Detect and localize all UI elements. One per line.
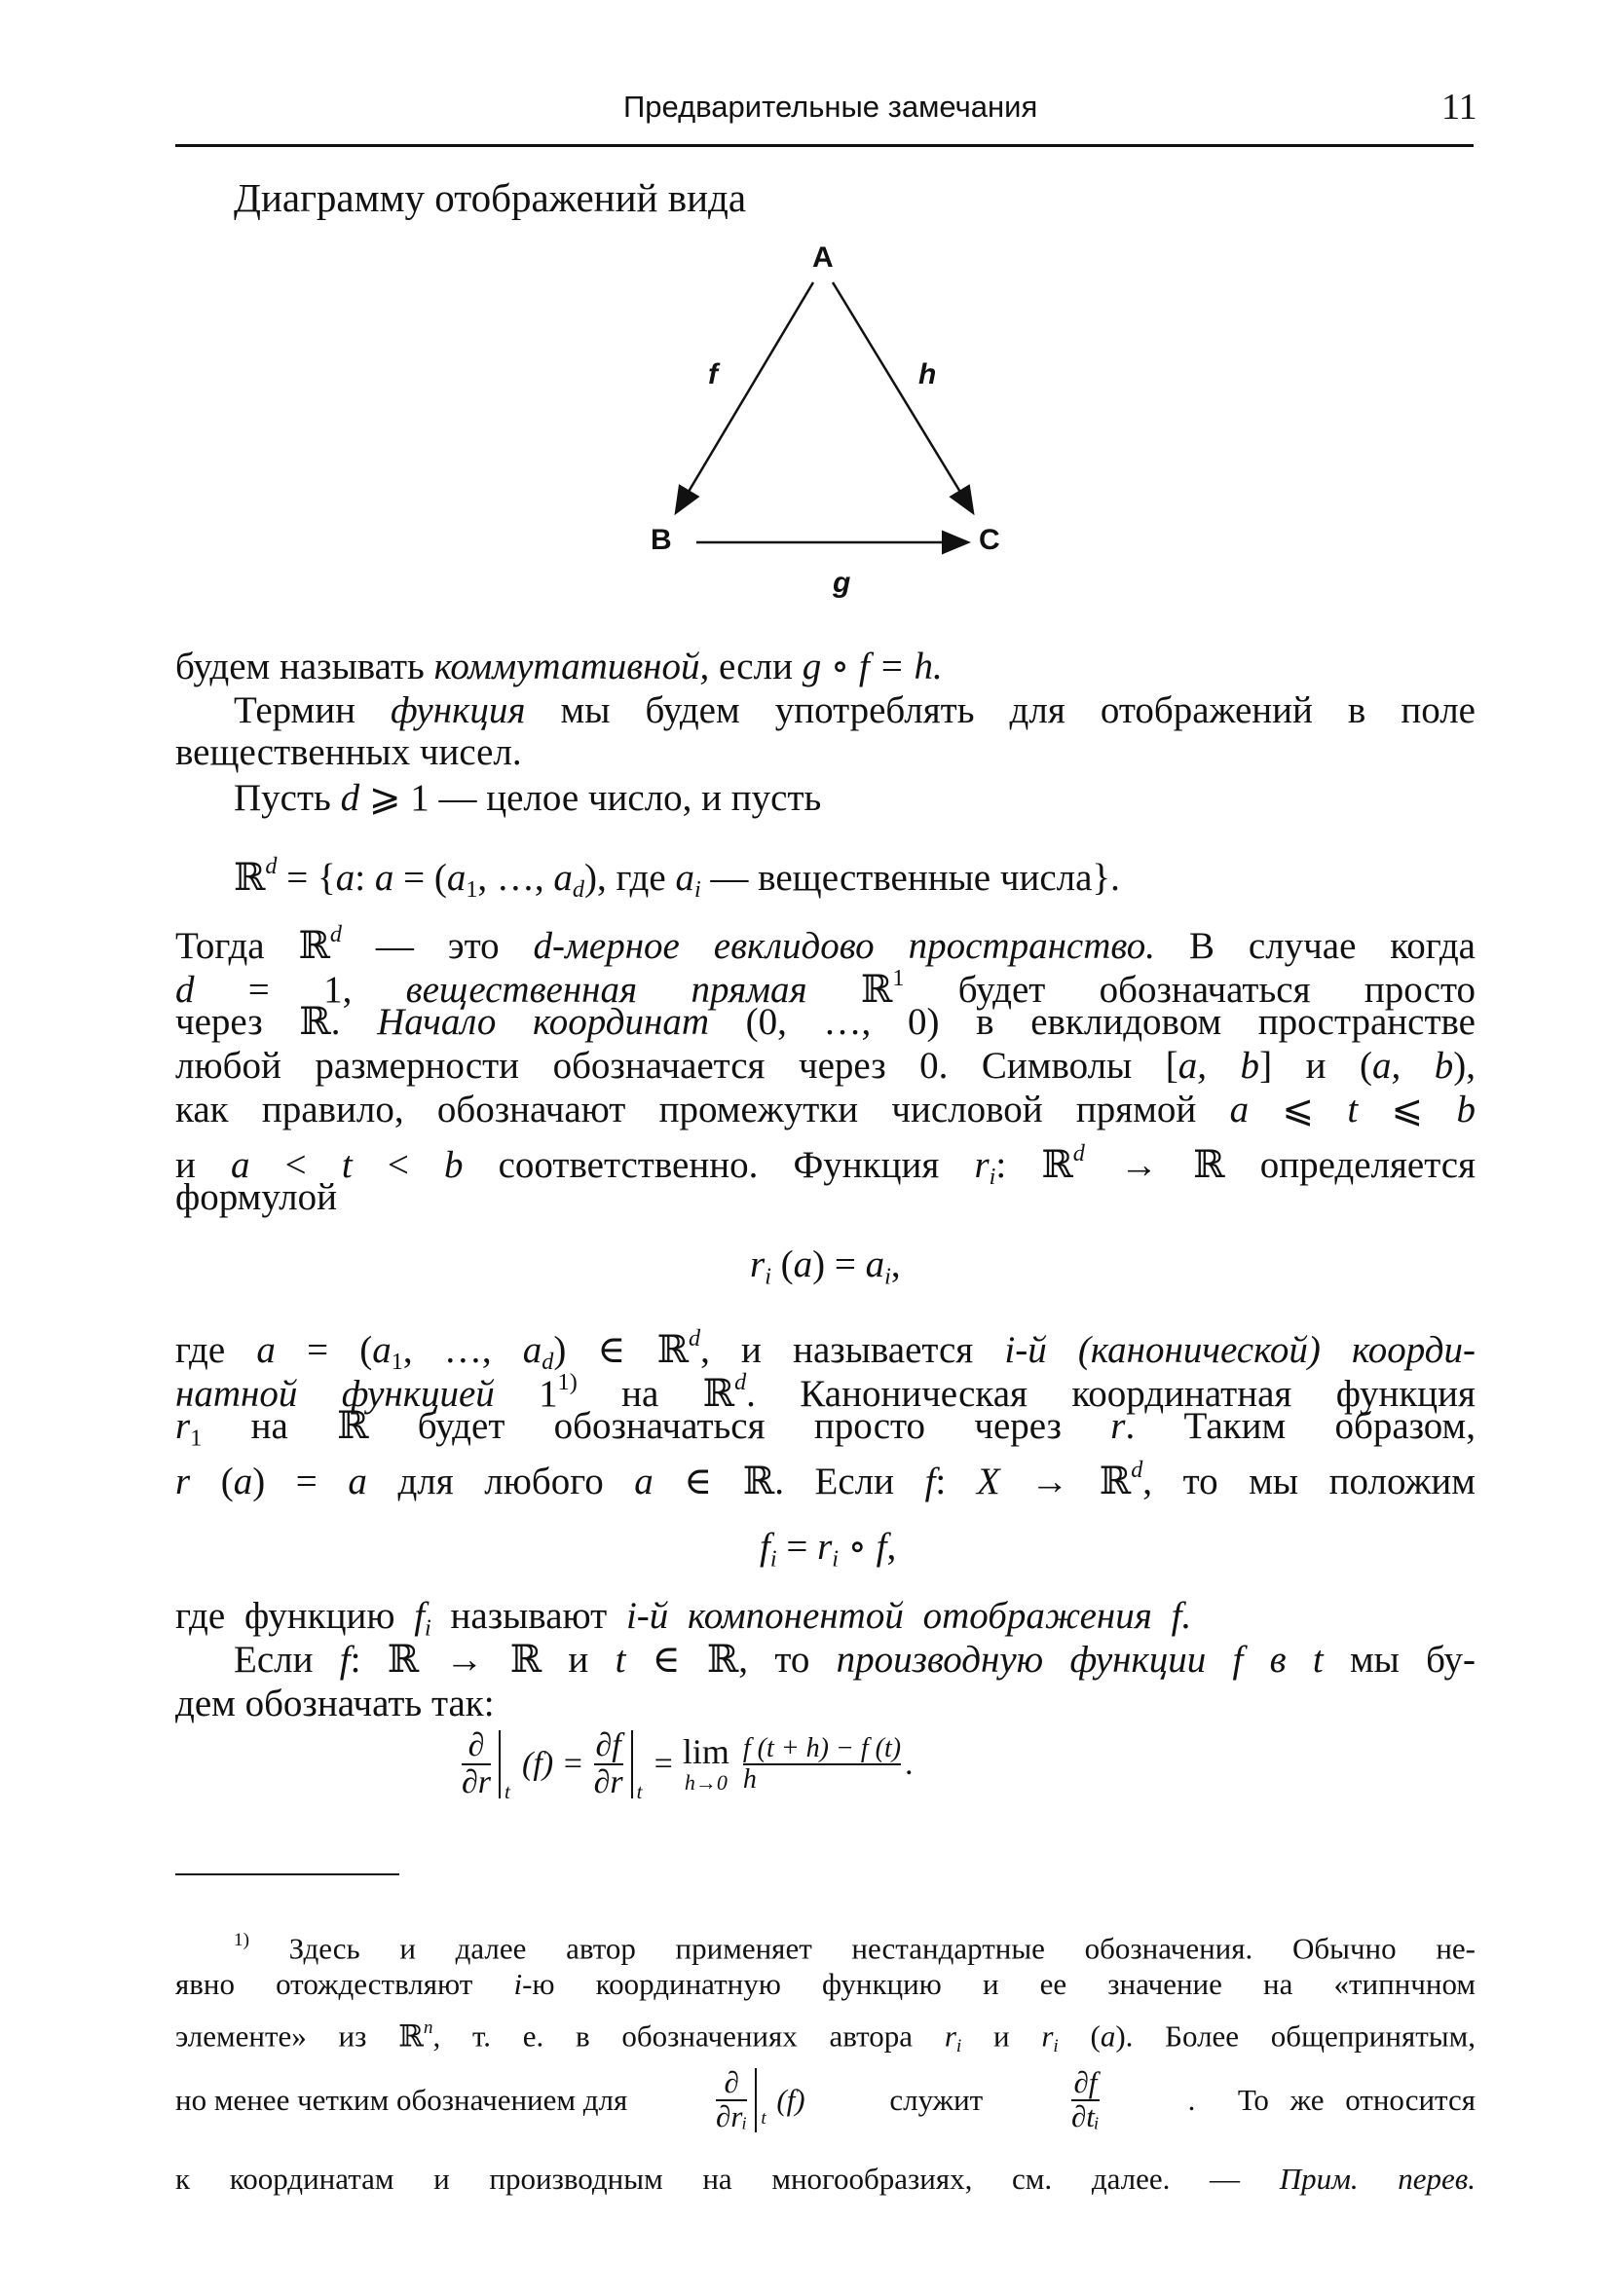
text-segment: a <box>865 1243 885 1285</box>
text-segment: < <box>249 1143 342 1186</box>
text-segment: = ( <box>393 856 447 899</box>
text-segment: Пусть <box>234 777 341 819</box>
footnote-line <box>175 2160 1476 2199</box>
text-segment: : ℝ <box>995 1143 1073 1186</box>
text-segment: = { <box>277 856 336 899</box>
text-segment: Прим. перев. <box>1279 2162 1476 2196</box>
text-segment: к координатам и производным на многообразиях, см. далее. — <box>175 2162 1280 2196</box>
fraction <box>462 1728 491 1799</box>
text-segment: производную функции f в t <box>836 1639 1324 1681</box>
arrow-label-g: g <box>833 567 851 599</box>
text-segment: g ∘ f = h. <box>802 646 943 687</box>
vertex-c: C <box>979 524 1000 556</box>
text-segment: 1 <box>539 1372 558 1415</box>
text-segment: на ℝ будет обозначаться просто через <box>202 1405 1111 1447</box>
text-segment: i-й компонентой отображения f. <box>625 1595 1192 1637</box>
denominator: ∂rᵢ <box>716 2099 748 2133</box>
fraction <box>743 1734 901 1794</box>
text: . То же относится <box>1187 2083 1476 2117</box>
text-segment: ∘ <box>838 1526 877 1568</box>
text-segment: d <box>542 1349 554 1376</box>
text-segment: ⩽ <box>1249 1089 1348 1130</box>
text-segment: < <box>352 1143 444 1186</box>
text-segment: a, b <box>1177 1045 1260 1087</box>
text-segment: и <box>961 2018 1042 2054</box>
text-segment: r <box>1041 2018 1054 2054</box>
text-segment: r <box>974 1143 990 1186</box>
text-segment: = <box>776 1526 818 1568</box>
text-segment: a <box>335 856 355 899</box>
text-segment: , и называется <box>700 1328 1005 1371</box>
evaluation-bar <box>631 1730 643 1803</box>
text-segment: a <box>233 1460 253 1502</box>
text-segment: . Таким образом, <box>1125 1405 1476 1447</box>
text-segment: ⩾ 1 — целое число, и пусть <box>359 777 822 819</box>
diagram-arrows <box>0 0 1607 682</box>
text-segment: d <box>572 876 584 904</box>
text-segment: a <box>446 856 467 899</box>
footnote-line <box>175 1965 1476 2004</box>
text-segment: 1 <box>466 876 478 904</box>
text-segment: f <box>414 1595 426 1637</box>
text-segment: a <box>374 856 394 899</box>
text-segment: a <box>1229 1089 1250 1130</box>
text-segment: r <box>817 1526 833 1568</box>
text-segment: 1 <box>892 965 905 991</box>
text-segment: если <box>709 646 803 687</box>
text-line <box>175 645 1476 689</box>
text-line <box>175 1682 1476 1726</box>
numerator: ∂ <box>724 2065 739 2100</box>
text-segment: i <box>425 1614 431 1642</box>
text-segment: где <box>175 1328 257 1371</box>
period: . <box>905 1745 914 1782</box>
text-segment: → ℝ <box>999 1460 1132 1502</box>
text-segment: вещественных чисел. <box>175 731 522 773</box>
text-segment: d <box>1072 1140 1085 1167</box>
text-segment: , то мы положим <box>1142 1460 1476 1502</box>
text-segment: r <box>1110 1405 1126 1447</box>
text-segment: a <box>793 1243 813 1285</box>
text-segment: ( <box>1058 2018 1101 2054</box>
text-segment: соответственно. Функция <box>463 1143 975 1186</box>
text-segment: ∈ ℝ, то <box>625 1639 837 1681</box>
text-segment: Начало координат <box>377 1001 709 1043</box>
text-segment: r <box>175 1460 191 1502</box>
text-segment: -ю координатную функцию и ее значение на «типнчном <box>522 1967 1476 2001</box>
text-segment: ) = <box>252 1460 349 1502</box>
text-segment: явно отождествляют <box>175 1967 514 2001</box>
text-segment: Здесь и далее автор применяет нестандартные обозначения. Обычно не- <box>249 1931 1476 1966</box>
partial-at-t <box>712 2067 805 2132</box>
text-segment: a <box>372 1328 392 1371</box>
text-segment: Если <box>234 1639 340 1681</box>
numerator: ∂ <box>467 1727 485 1763</box>
text-segment: Термин <box>234 689 392 731</box>
text-segment: ] и ( <box>1259 1045 1372 1087</box>
text-segment: r <box>944 2018 956 2054</box>
text-segment: d <box>265 853 278 879</box>
denominator: ∂r <box>462 1763 492 1800</box>
text-segment: будет обозначаться просто <box>904 968 1476 1011</box>
text-segment: вещественная прямая <box>405 968 807 1011</box>
text-segment: где функцию <box>175 1595 415 1637</box>
text-segment: a <box>348 1460 367 1502</box>
text-segment: a <box>1100 2018 1116 2054</box>
text: но менее четким обозначением для <box>175 2083 628 2117</box>
fraction <box>716 2067 747 2132</box>
eval-point: t <box>761 2108 766 2129</box>
text-segment: Тогда ℝ <box>175 924 330 967</box>
text-segment: d-мерное евклидово пространство. <box>533 924 1156 967</box>
lim-subscript: h→0 <box>684 1770 728 1796</box>
equals: = <box>654 1745 673 1782</box>
text-segment: , <box>886 1526 897 1568</box>
text-segment: X <box>976 1460 1000 1502</box>
fraction <box>1071 2067 1100 2132</box>
text-segment: 1 <box>391 1349 403 1376</box>
text-segment: мы будем употреблять для отображений в поле <box>525 689 1476 731</box>
text-segment: называют <box>430 1595 626 1637</box>
text-segment: a <box>256 1328 276 1371</box>
arrow-label-f: f <box>708 358 718 390</box>
text-segment: формулой <box>175 1176 337 1218</box>
arrow-h <box>833 282 972 511</box>
text-line <box>175 1088 1476 1132</box>
text-segment: a <box>675 856 694 899</box>
running-title: Предварительные замечания <box>623 90 1038 124</box>
intro-text: Диаграмму отображений вида <box>234 175 747 220</box>
text-segment: b <box>443 1143 464 1186</box>
text-segment: В случае когда <box>1155 924 1476 967</box>
eval-point: t <box>505 1779 510 1803</box>
text-segment: d <box>329 921 343 947</box>
text-segment: a <box>522 1328 542 1371</box>
text-segment: — это <box>342 924 534 967</box>
text-segment: на ℝ <box>577 1372 735 1415</box>
text-segment: ℝ <box>806 968 893 1011</box>
text-segment: (0, …, 0) в евклидовом пространстве <box>709 1001 1476 1043</box>
footnote-rule <box>175 1873 399 1875</box>
text-segment: ⩽ <box>1358 1089 1457 1130</box>
text-line <box>175 1000 1476 1045</box>
text-line <box>175 1044 1476 1089</box>
text-segment: i <box>955 2036 962 2057</box>
numerator: ∂f <box>1073 2065 1098 2100</box>
text-segment: d <box>1131 1457 1143 1483</box>
text-segment: функция <box>391 689 526 731</box>
text-segment: a <box>553 856 573 899</box>
text-segment: ∈ ℝ. Если <box>653 1460 925 1502</box>
lim-text: lim <box>682 1732 729 1772</box>
evaluation-bar <box>499 1730 510 1803</box>
vertex-b: B <box>651 524 672 556</box>
text-segment: f <box>339 1639 351 1681</box>
denominator: ∂tᵢ <box>1070 2099 1100 2133</box>
text-segment: и <box>175 1143 232 1186</box>
text-segment: → ℝ определяется <box>1084 1143 1476 1186</box>
text-segment: d <box>340 777 360 819</box>
evaluation-bar <box>755 2068 766 2132</box>
text-segment: любой размерности обозначается через 0. Символы [ <box>175 1045 1178 1087</box>
text-segment: a <box>634 1460 654 1502</box>
display-formula-rd <box>234 844 1476 912</box>
text-line <box>175 1175 1476 1220</box>
text: служит <box>889 2083 984 2117</box>
text-segment: i <box>989 1164 996 1191</box>
text-segment: — вещественные числа}. <box>700 856 1120 899</box>
text-line <box>234 688 1476 733</box>
text-segment: коммутативной, <box>433 646 710 687</box>
text-segment: i <box>832 1545 839 1573</box>
text-segment: ) = <box>812 1243 866 1285</box>
text-segment: a <box>231 1143 250 1186</box>
text-segment: элементе» из ℝ <box>175 2018 424 2054</box>
text-segment: дем обозначать так: <box>175 1683 495 1724</box>
vertex-a: A <box>812 241 834 274</box>
text-segment: i-й (канонической) коорди- <box>1004 1328 1476 1371</box>
text-segment: f <box>924 1460 936 1502</box>
text-segment: t <box>1347 1089 1359 1130</box>
text-segment: ( <box>190 1460 234 1502</box>
text-segment: , …, <box>402 1328 523 1371</box>
formula-fi <box>760 1525 896 1573</box>
text-segment: d <box>175 968 195 1011</box>
text-segment: i <box>693 876 701 904</box>
text-segment: = ( <box>275 1328 373 1371</box>
text-segment: мы бу- <box>1323 1639 1476 1681</box>
footnote-line <box>234 1921 1476 1968</box>
text-segment: ( <box>770 1243 794 1285</box>
eval-point: t <box>636 1779 643 1803</box>
text-segment: i <box>1053 2036 1059 2057</box>
limit <box>683 1734 729 1794</box>
derivative-formula <box>458 1727 914 1803</box>
formula-ri <box>750 1242 901 1290</box>
text-segment: r <box>175 1405 191 1447</box>
arrow-label-h: h <box>918 358 937 390</box>
text-segment: i <box>513 1967 523 2001</box>
footnote-formula-line <box>175 2056 1476 2144</box>
text-segment: . Каноническая координатная функция <box>746 1372 1476 1415</box>
denominator: h <box>743 1763 901 1794</box>
text-segment: t <box>341 1143 353 1186</box>
text-segment: 1) <box>557 1369 578 1395</box>
text-segment: будем называть <box>175 646 434 687</box>
text-segment: как правило, обозначают промежутки числовой прямой <box>175 1089 1230 1130</box>
text-segment: = 1, <box>194 968 406 1011</box>
text-segment: : ℝ → ℝ и <box>350 1639 616 1681</box>
text-segment: ℝ <box>234 856 266 899</box>
page-number: 11 <box>1441 87 1477 128</box>
text-segment: , …, <box>477 856 554 899</box>
text-segment: : <box>355 856 375 899</box>
text-segment: n <box>423 2018 433 2038</box>
text-segment: ) ∈ ℝ <box>553 1328 690 1371</box>
text-segment: i <box>765 1263 771 1290</box>
argument: (f) <box>776 2083 805 2117</box>
argument: (f) = <box>522 1745 584 1782</box>
text-segment: d <box>734 1369 747 1395</box>
text-segment: ). Более общепринятым, <box>1115 2018 1476 2054</box>
text-line <box>175 1448 1476 1504</box>
text-segment: : <box>935 1460 977 1502</box>
text-line <box>234 776 1476 821</box>
numerator: f (t + h) − f (t) <box>742 1733 902 1764</box>
text-segment: f <box>760 1526 770 1568</box>
text-segment: r <box>750 1243 766 1285</box>
text-segment: ), <box>1453 1045 1476 1087</box>
fraction <box>594 1728 623 1799</box>
text-line <box>175 730 1476 775</box>
text-segment: через ℝ. <box>175 1001 378 1043</box>
text-segment: ), где <box>584 856 676 899</box>
text-segment: натной функцией <box>175 1372 540 1415</box>
text-segment: i <box>769 1545 777 1573</box>
text-segment: 1) <box>234 1930 249 1950</box>
text-segment: i <box>884 1263 891 1290</box>
text-segment: , <box>890 1243 901 1285</box>
text-segment: a, b <box>1371 1045 1454 1087</box>
numerator: ∂f <box>595 1727 621 1763</box>
arrow-f <box>677 282 813 511</box>
denominator: ∂r <box>593 1763 623 1800</box>
text-line <box>234 1638 1476 1683</box>
text-segment: f <box>876 1526 887 1568</box>
text-segment: b <box>1456 1089 1476 1130</box>
text-segment: t <box>615 1639 626 1681</box>
text-segment: d <box>689 1325 701 1352</box>
text-segment: для любого <box>366 1460 635 1502</box>
text-segment: , т. е. в обозначениях автора <box>432 2018 945 2054</box>
text-segment: 1 <box>190 1425 203 1452</box>
